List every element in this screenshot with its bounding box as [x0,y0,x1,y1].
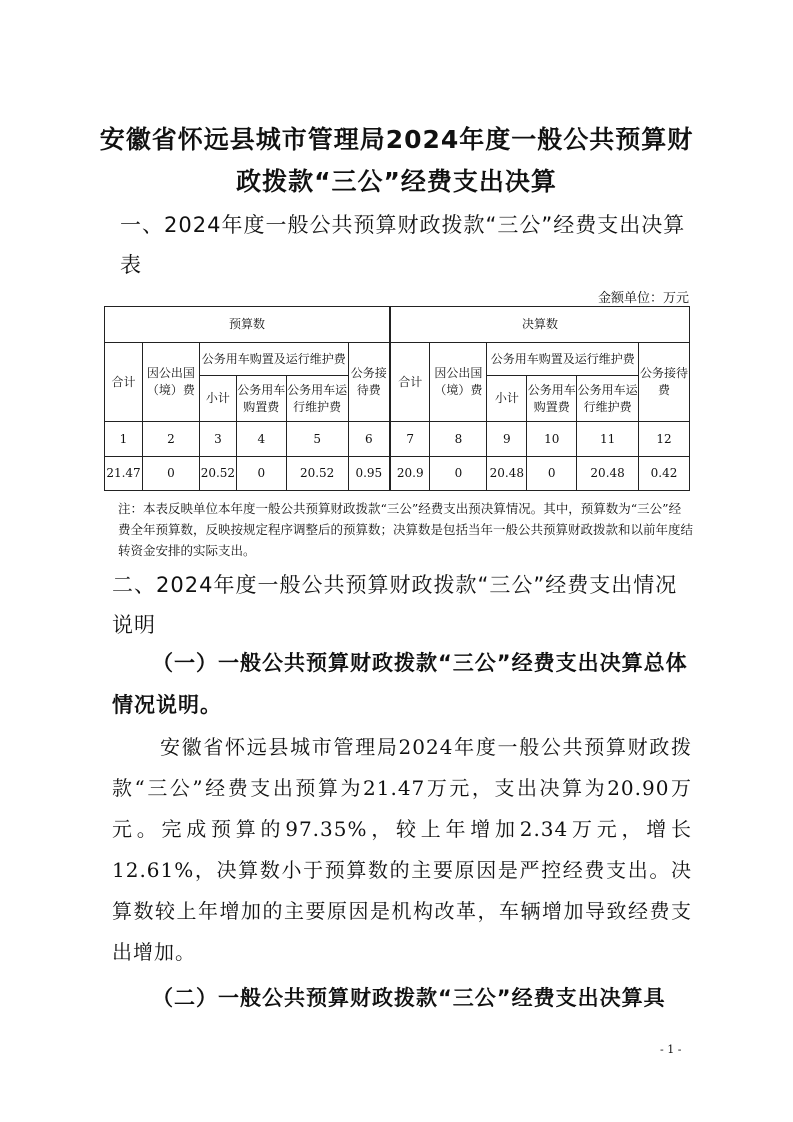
value-cell: 20.52 [286,457,348,491]
final-abroad-header: 因公出国（境）费 [430,343,487,422]
col-number: 7 [390,422,430,457]
subsection2-heading: （二）一般公共预算财政拨款“三公”经费支出决算具 [152,986,666,1010]
budget-header: 预算数 [105,307,391,343]
three-public-expenses-table [104,306,690,491]
col-number: 2 [142,422,199,457]
value-cell: 0.42 [639,457,690,491]
subsection1-heading: （一）一般公共预算财政拨款“三公”经费支出决算总体情况说明。 [112,651,688,717]
col-number: 11 [577,422,639,457]
final-vehicle-header: 公务用车购置及运行维护费 [487,343,639,376]
budget-vehicle-operation-header: 公务用车运行维护费 [286,376,348,422]
budget-reception-header: 公务接待费 [348,343,390,422]
section1-heading: 一、2024年度一般公共预算财政拨款“三公”经费支出决算表 [120,213,686,277]
col-number: 10 [527,422,577,457]
budget-vehicle-header: 公务用车购置及运行维护费 [199,343,348,376]
col-number: 5 [286,422,348,457]
col-number: 6 [348,422,390,457]
final-subtotal-header: 小计 [487,376,527,422]
amount-unit: 金额单位：万元 [597,291,689,306]
page-number: - 1 - [660,1043,682,1056]
summary-paragraph: 安徽省怀远县城市管理局2024年度一般公共预算财政拨款“三公”经费支出预算为21.47万元，支出决算为20.90万元。完成预算的97.35%，较上年增加2.34万元，增长12.61%，决算数小于预算数的主要原因是严控经费支出。决算数较上年增加的主要原因是机构改革，车辆增加导致经费支出增加。 [112,735,692,964]
value-cell: 0 [527,457,577,491]
value-row [105,457,690,491]
value-cell: 20.48 [487,457,527,491]
final-header: 决算数 [390,307,689,343]
value-cell: 0 [430,457,487,491]
col-number: 1 [105,422,143,457]
value-cell: 20.52 [199,457,236,491]
document-title-line2: 政拨款“三公”经费支出决算 [236,167,557,196]
col-number: 9 [487,422,527,457]
final-vehicle-operation-header: 公务用车运行维护费 [577,376,639,422]
table-note: 注：本表反映单位本年度一般公共预算财政拨款“三公”经费支出预决算情况。其中，预算数为“三公”经费全年预算数，反映按规定程序调整后的预算数；决算数是包括当年一般公共预算财政拨款和以前年度结转资金安排的实际支出。 [118,501,694,558]
final-reception-header: 公务接待费 [639,343,690,422]
value-cell: 21.47 [105,457,143,491]
value-cell: 0 [236,457,286,491]
col-number: 4 [236,422,286,457]
budget-vehicle-purchase-header: 公务用车购置费 [236,376,286,422]
section2-heading: 二、2024年度一般公共预算财政拨款“三公”经费支出情况说明 [112,573,678,637]
col-number: 3 [199,422,236,457]
col-number: 12 [639,422,690,457]
budget-subtotal-header: 小计 [199,376,236,422]
col-number: 8 [430,422,487,457]
value-cell: 20.48 [577,457,639,491]
final-total-header: 合计 [390,343,430,422]
final-vehicle-purchase-header: 公务用车购置费 [527,376,577,422]
document-title-line1: 安徽省怀远县城市管理局2024年度一般公共预算财 [99,125,694,154]
budget-total-header: 合计 [105,343,143,422]
value-cell: 0 [142,457,199,491]
budget-abroad-header: 因公出国（境）费 [142,343,199,422]
column-number-row [105,422,690,457]
value-cell: 0.95 [348,457,390,491]
value-cell: 20.9 [390,457,430,491]
